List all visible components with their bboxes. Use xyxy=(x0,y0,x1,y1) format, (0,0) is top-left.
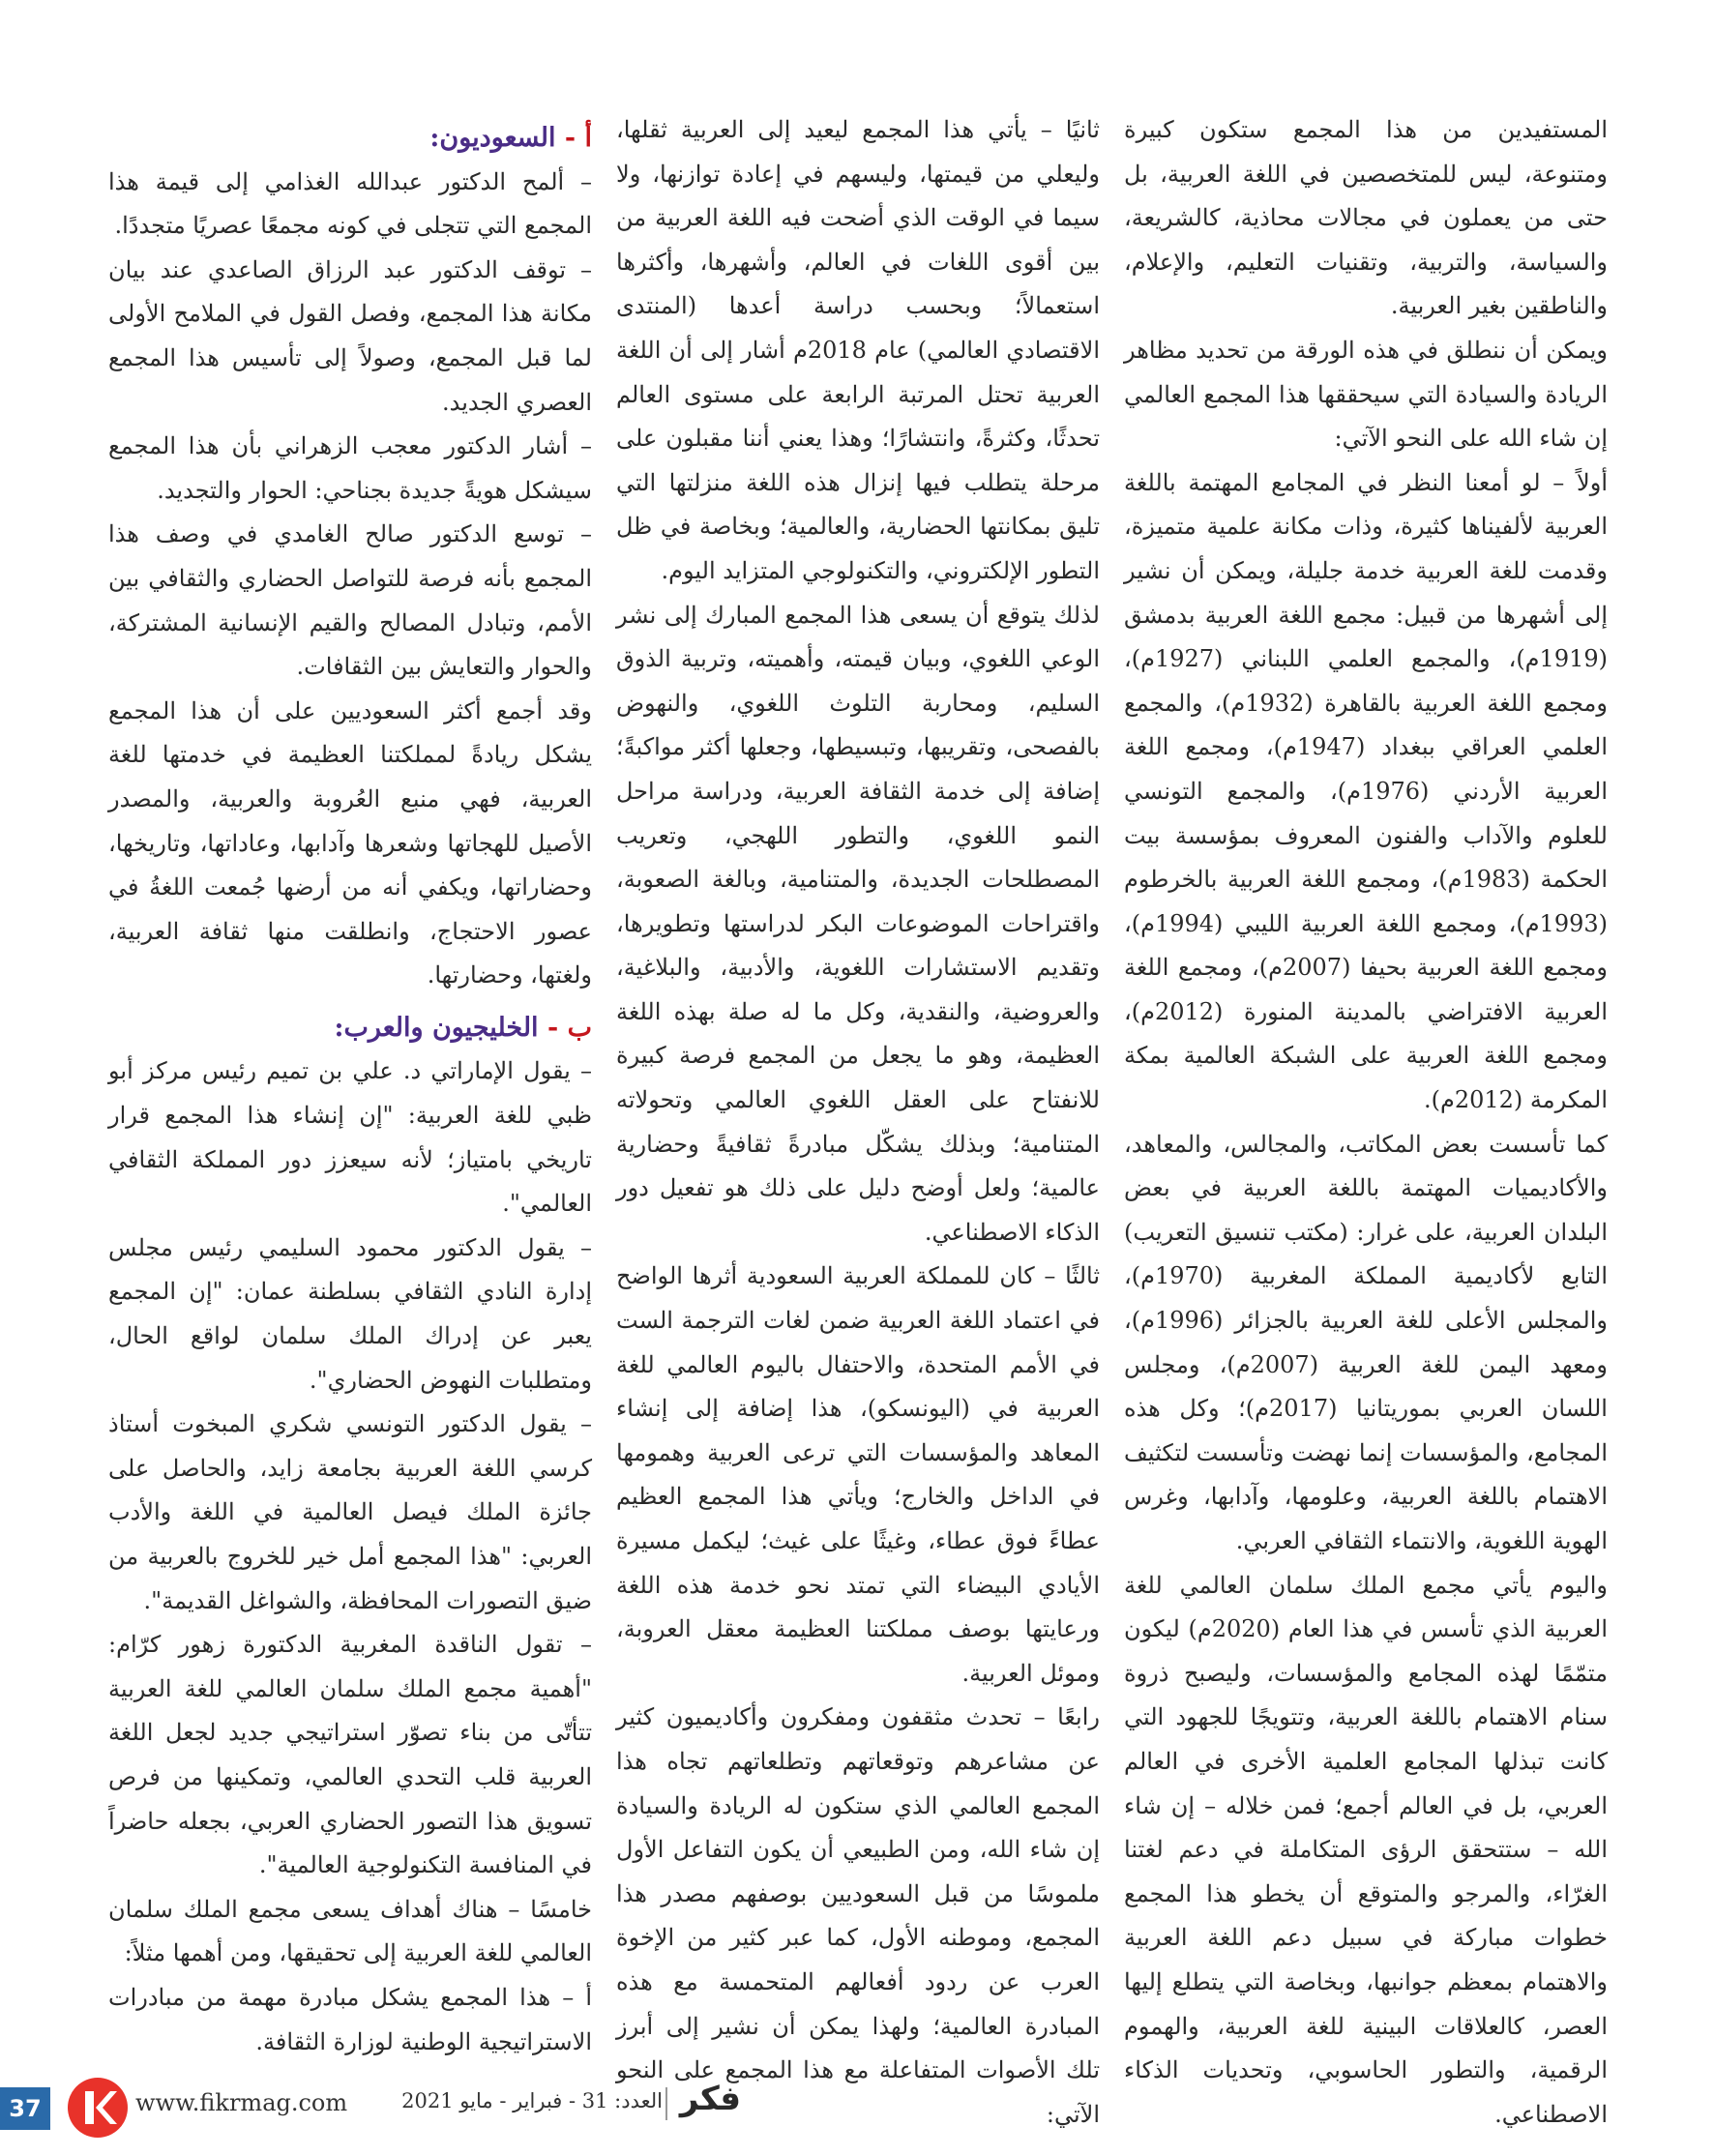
paragraph: أولاً – لو أمعنا النظر في المجامع المهتمة باللغة العربية لألفيناها كثيرة، وذات مكانة علمية متميزة، وقدمت للغة العربية خدمة جليلة، ويمكن أن نشير إلى أشهرها من قبيل: مجمع اللغة العربية بدمشق (1919م)، والمجمع العلمي اللبناني (1927م)، ومجمع اللغة العربية بالقاهرة (1932م)، والمجمع العلمي العراقي ببغداد (1947م)، ومجمع اللغة العربية الأردني (1976م)، والمجمع التونسي للعلوم والآداب والفنون المعروف بمؤسسة بيت الحكمة (1983م)، ومجمع اللغة العربية بالخرطوم (1993م)، ومجمع اللغة العربية الليبي (1994م)، ومجمع اللغة العربية بحيفا (2007م)، ومجمع اللغة العربية الافتراضي بالمدينة المنورة (2012م)، ومجمع اللغة العربية على الشبكة العالمية بمكة المكرمة (2012م). xyxy=(1124,468,1609,1114)
section-heading-saudis xyxy=(108,116,592,161)
paragraph: – يقول الإماراتي د. علي بن تميم رئيس مركز أبو ظبي للغة العربية: "إن إنشاء هذا المجمع قرار تاريخي بامتياز؛ لأنه سيعزز دور المملكة الثقافي العالمي". xyxy=(108,1057,592,1218)
paragraph: المستفيدين من هذا المجمع ستكون كبيرة ومتنوعة، ليس للمتخصصين في اللغة العربية، بل حتى من يعملون في مجالات محاذية، كالشريعة، والسياسة، والتربية، وتقنيات التعليم، والإعلام، والناطقين بغير العربية. xyxy=(1124,116,1608,320)
magazine-name-logo: فكر xyxy=(679,2080,741,2118)
paragraph: – أشار الدكتور معجب الزهراني بأن هذا المجمع سيشكل هويةً جديدة بجناحي: الحوار والتجديد. xyxy=(108,432,592,504)
section-letter: أ - xyxy=(564,123,592,153)
column-right xyxy=(1124,108,1608,2137)
paragraph: لذلك يتوقع أن يسعى هذا المجمع المبارك إلى نشر الوعي اللغوي، وبيان قيمته، وأهميته، وتربية الذوق السليم، ومحاربة التلوث اللغوي، والنهوض بالفصحى، وتقريبها، وتبسيطها، وجعلها أكثر مواكبةً؛ إضافة إلى خدمة الثقافة العربية، ودراسة مراحل النمو اللغوي، والتطور اللهجي، وتعريب المصطلحات الجديدة، والمتنامية، وبالغة الصعوبة، واقتراحات الموضوعات البكر لدراستها وتطويرها، وتقديم الاستشارات اللغوية، والأدبية، والبلاغية، والعروضية، والنقدية، وكل ما له صلة بهذه اللغة العظيمة، وهو ما يجعل من المجمع فرصة كبيرة للانفتاح على العقل اللغوي العالمي وتحولاته المتنامية؛ وبذلك يشكّل مبادرةً ثقافيةً وحضارية عالمية؛ ولعل أوضح دليل على ذلك هو تفعيل دور الذكاء الاصطناعي. xyxy=(616,601,1100,1246)
paragraph: ويمكن أن ننطلق في هذه الورقة من تحديد مظاهر الريادة والسيادة التي سيحققها هذا المجمع العالمي إن شاء الله على النحو الآتي: xyxy=(1124,336,1608,453)
paragraph: رابعًا – تحدث مثقفون ومفكرون وأكاديميون كثير عن مشاعرهم وتوقعاتهم وتطلعاتهم تجاه هذا المجمع العالمي الذي ستكون له الريادة والسيادة إن شاء الله، ومن الطبيعي أن يكون التفاعل الأول ملموسًا من قبل السعوديين بوصفهم مصدر هذا المجمع، وموطنه الأول، كما عبر كثير من الإخوة العرب عن ردود أفعالهم المتحمسة مع هذه المبادرة العالمية؛ ولهذا يمكن أن نشير إلى أبرز تلك الأصوات المتفاعلة مع هذا المجمع على النحو الآتي: xyxy=(616,1703,1101,2128)
paragraph: ثالثًا – كان للمملكة العربية السعودية أثرها الواضح في اعتماد اللغة العربية ضمن لغات الترجمة الست في الأمم المتحدة، والاحتفال باليوم العالمي للغة العربية في (اليونسكو)، هذا إضافة إلى إنشاء المعاهد والمؤسسات التي ترعى العربية وهمومها في الداخل والخارج؛ ويأتي هذا المجمع العظيم عطاءً فوق عطاء، وغيثًا على غيث؛ ليكمل مسيرة الأيادي البيضاء التي تمتد نحو خدمة هذه اللغة ورعايتها بوصف مملكتنا العظيمة معقل العروبة، وموئل العربية. xyxy=(616,1262,1100,1687)
section-title: السعوديون: xyxy=(429,123,556,153)
paragraph: واليوم يأتي مجمع الملك سلمان العالمي للغة العربية الذي تأسس في هذا العام (2020م) ليكون متمّمًا لهذه المجامع والمؤسسات، وليصبح ذروة سنام الاهتمام باللغة العربية، وتتويجًا للجهود التي كانت تبذلها المجامع العلمية الأخرى في العالم العربي، بل في العالم أجمع؛ فمن خلاله – إن شاء الله – ستتحقق الرؤى المتكاملة في دعم لغتنا الغرّاء، والمرجو والمتوقع أن يخطو هذا المجمع خطوات مباركة في سبيل دعم اللغة العربية والاهتمام بمعظم جوانبها، وبخاصة التي يتطلع إليها العصر، كالعلاقات البينية للغة العربية، والهموم الرقمية، والتطور الحاسوبي، وتحديات الذكاء الاصطناعي. xyxy=(1124,1571,1608,2128)
column-left xyxy=(108,108,592,2064)
section-letter: ب - xyxy=(547,1012,592,1043)
paragraph: – تقول الناقدة المغربية الدكتورة زهور كرّام: "أهمية مجمع الملك سلمان العالمي للغة العربية تتأتّى من بناء تصوّر استراتيجي جديد لجعل اللغة العربية قلب التحدي العالمي، وتمكينها من فرص تسويق هذا التصور الحضاري العربي، بجعله حاضراً في المنافسة التكنولوجية العالمية". xyxy=(108,1631,592,1879)
magazine-logo-icon xyxy=(68,2078,128,2138)
section-title: الخليجيون والعرب: xyxy=(334,1012,539,1043)
column-middle xyxy=(616,108,1100,2137)
page-number: 37 xyxy=(0,2087,50,2130)
paragraph: كما تأسست بعض المكاتب، والمجالس، والمعاهد، والأكاديميات المهتمة باللغة العربية في بعض البلدان العربية، على غرار: (مكتب تنسيق التعريب) التابع لأكاديمية المملكة المغربية (1970م)، والمجلس الأعلى للغة العربية بالجزائر (1996م)، ومعهد اليمن للغة العربية (2007م)، ومجلس اللسان العربي بموريتانيا (2017م)؛ وكل هذه المجامع، والمؤسسات إنما نهضت وتأسست لتكثيف الاهتمام باللغة العربية، وعلومها، وآدابها، وغرس الهوية اللغوية، والانتماء الثقافي العربي. xyxy=(1124,1130,1608,1554)
website-link[interactable]: www.fikrmag.com xyxy=(135,2089,348,2116)
paragraph: أ – هذا المجمع يشكل مبادرة مهمة من مبادرات الاستراتيجية الوطنية لوزارة الثقافة. xyxy=(108,1983,592,2055)
paragraph: – توقف الدكتور عبد الرزاق الصاعدي عند بيان مكانة هذا المجمع، وفصل القول في الملامح الأولى لما قبل المجمع، وصولاً إلى تأسيس هذا المجمع العصري الجديد. xyxy=(108,255,592,416)
paragraph: – يقول الدكتور محمود السليمي رئيس مجلس إدارة النادي الثقافي بسلطنة عمان: "إن المجمع يعبر عن إدراك الملك سلمان لواقع الحال، ومتطلبات النهوض الحضاري". xyxy=(108,1233,592,1394)
paragraph: وقد أجمع أكثر السعوديين على أن هذا المجمع يشكل ريادةً لمملكتنا العظيمة في خدمتها للغة العربية، فهي منبع العُروبة والعربية، والمصدر الأصيل للهجاتها وشعرها وآدابها، وعاداتها، وتاريخها، وحضاراتها، ويكفي أنه من أرضها جُمعت اللغةُ في عصور الاحتجاج، وانطلقت منها ثقافة العربية، ولغتها، وحضارتها. xyxy=(108,696,592,989)
issue-info: العدد: 31 - فبراير - مايو 2021 xyxy=(401,2089,663,2112)
paragraph: ثانيًا – يأتي هذا المجمع ليعيد إلى العربية ثقلها، وليعلي من قيمتها، وليسهم في إعادة توازنها، ولا سيما في الوقت الذي أضحت فيه اللغة العربية من بين أقوى اللغات في العالم، وأشهرها، وأكثرها استعمالاً؛ وبحسب دراسة أعدها (المنتدى الاقتصادي العالمي) عام 2018م أشار إلى أن اللغة العربية تحتل المرتبة الرابعة على مستوى العالم تحدثًا، وكثرةً، وانتشارًا؛ وهذا يعني أننا مقبلون على مرحلة يتطلب فيها إنزال هذه اللغة منزلتها التي تليق بمكانتها الحضارية، والعالمية؛ وبخاصة في ظل التطور الإلكتروني، والتكنولوجي المتزايد اليوم. xyxy=(616,116,1100,584)
paragraph: خامسًا – هناك أهداف يسعى مجمع الملك سلمان العالمي للغة العربية إلى تحقيقها، ومن أهمها مثلاً: xyxy=(108,1895,592,1967)
section-heading-gulf-arabs xyxy=(108,1006,592,1050)
paragraph: – ألمح الدكتور عبدالله الغذامي إلى قيمة هذا المجمع التي تتجلى في كونه مجمعًا عصريًا متجددًا. xyxy=(108,167,592,240)
paragraph: – يقول الدكتور التونسي شكري المبخوت أستاذ كرسي اللغة العربية بجامعة زايد، والحاصل على جائزة الملك فيصل العالمية في اللغة والأدب العربي: "هذا المجمع أمل خير للخروج بالعربية من ضيق التصورات المحافظة، والشواغل القديمة". xyxy=(108,1410,592,1614)
paragraph: – توسع الدكتور صالح الغامدي في وصف هذا المجمع بأنه فرصة للتواصل الحضاري والثقافي بين الأمم، وتبادل المصالح والقيم الإنسانية المشتركة، والحوار والتعايش بين الثقافات. xyxy=(108,520,592,681)
